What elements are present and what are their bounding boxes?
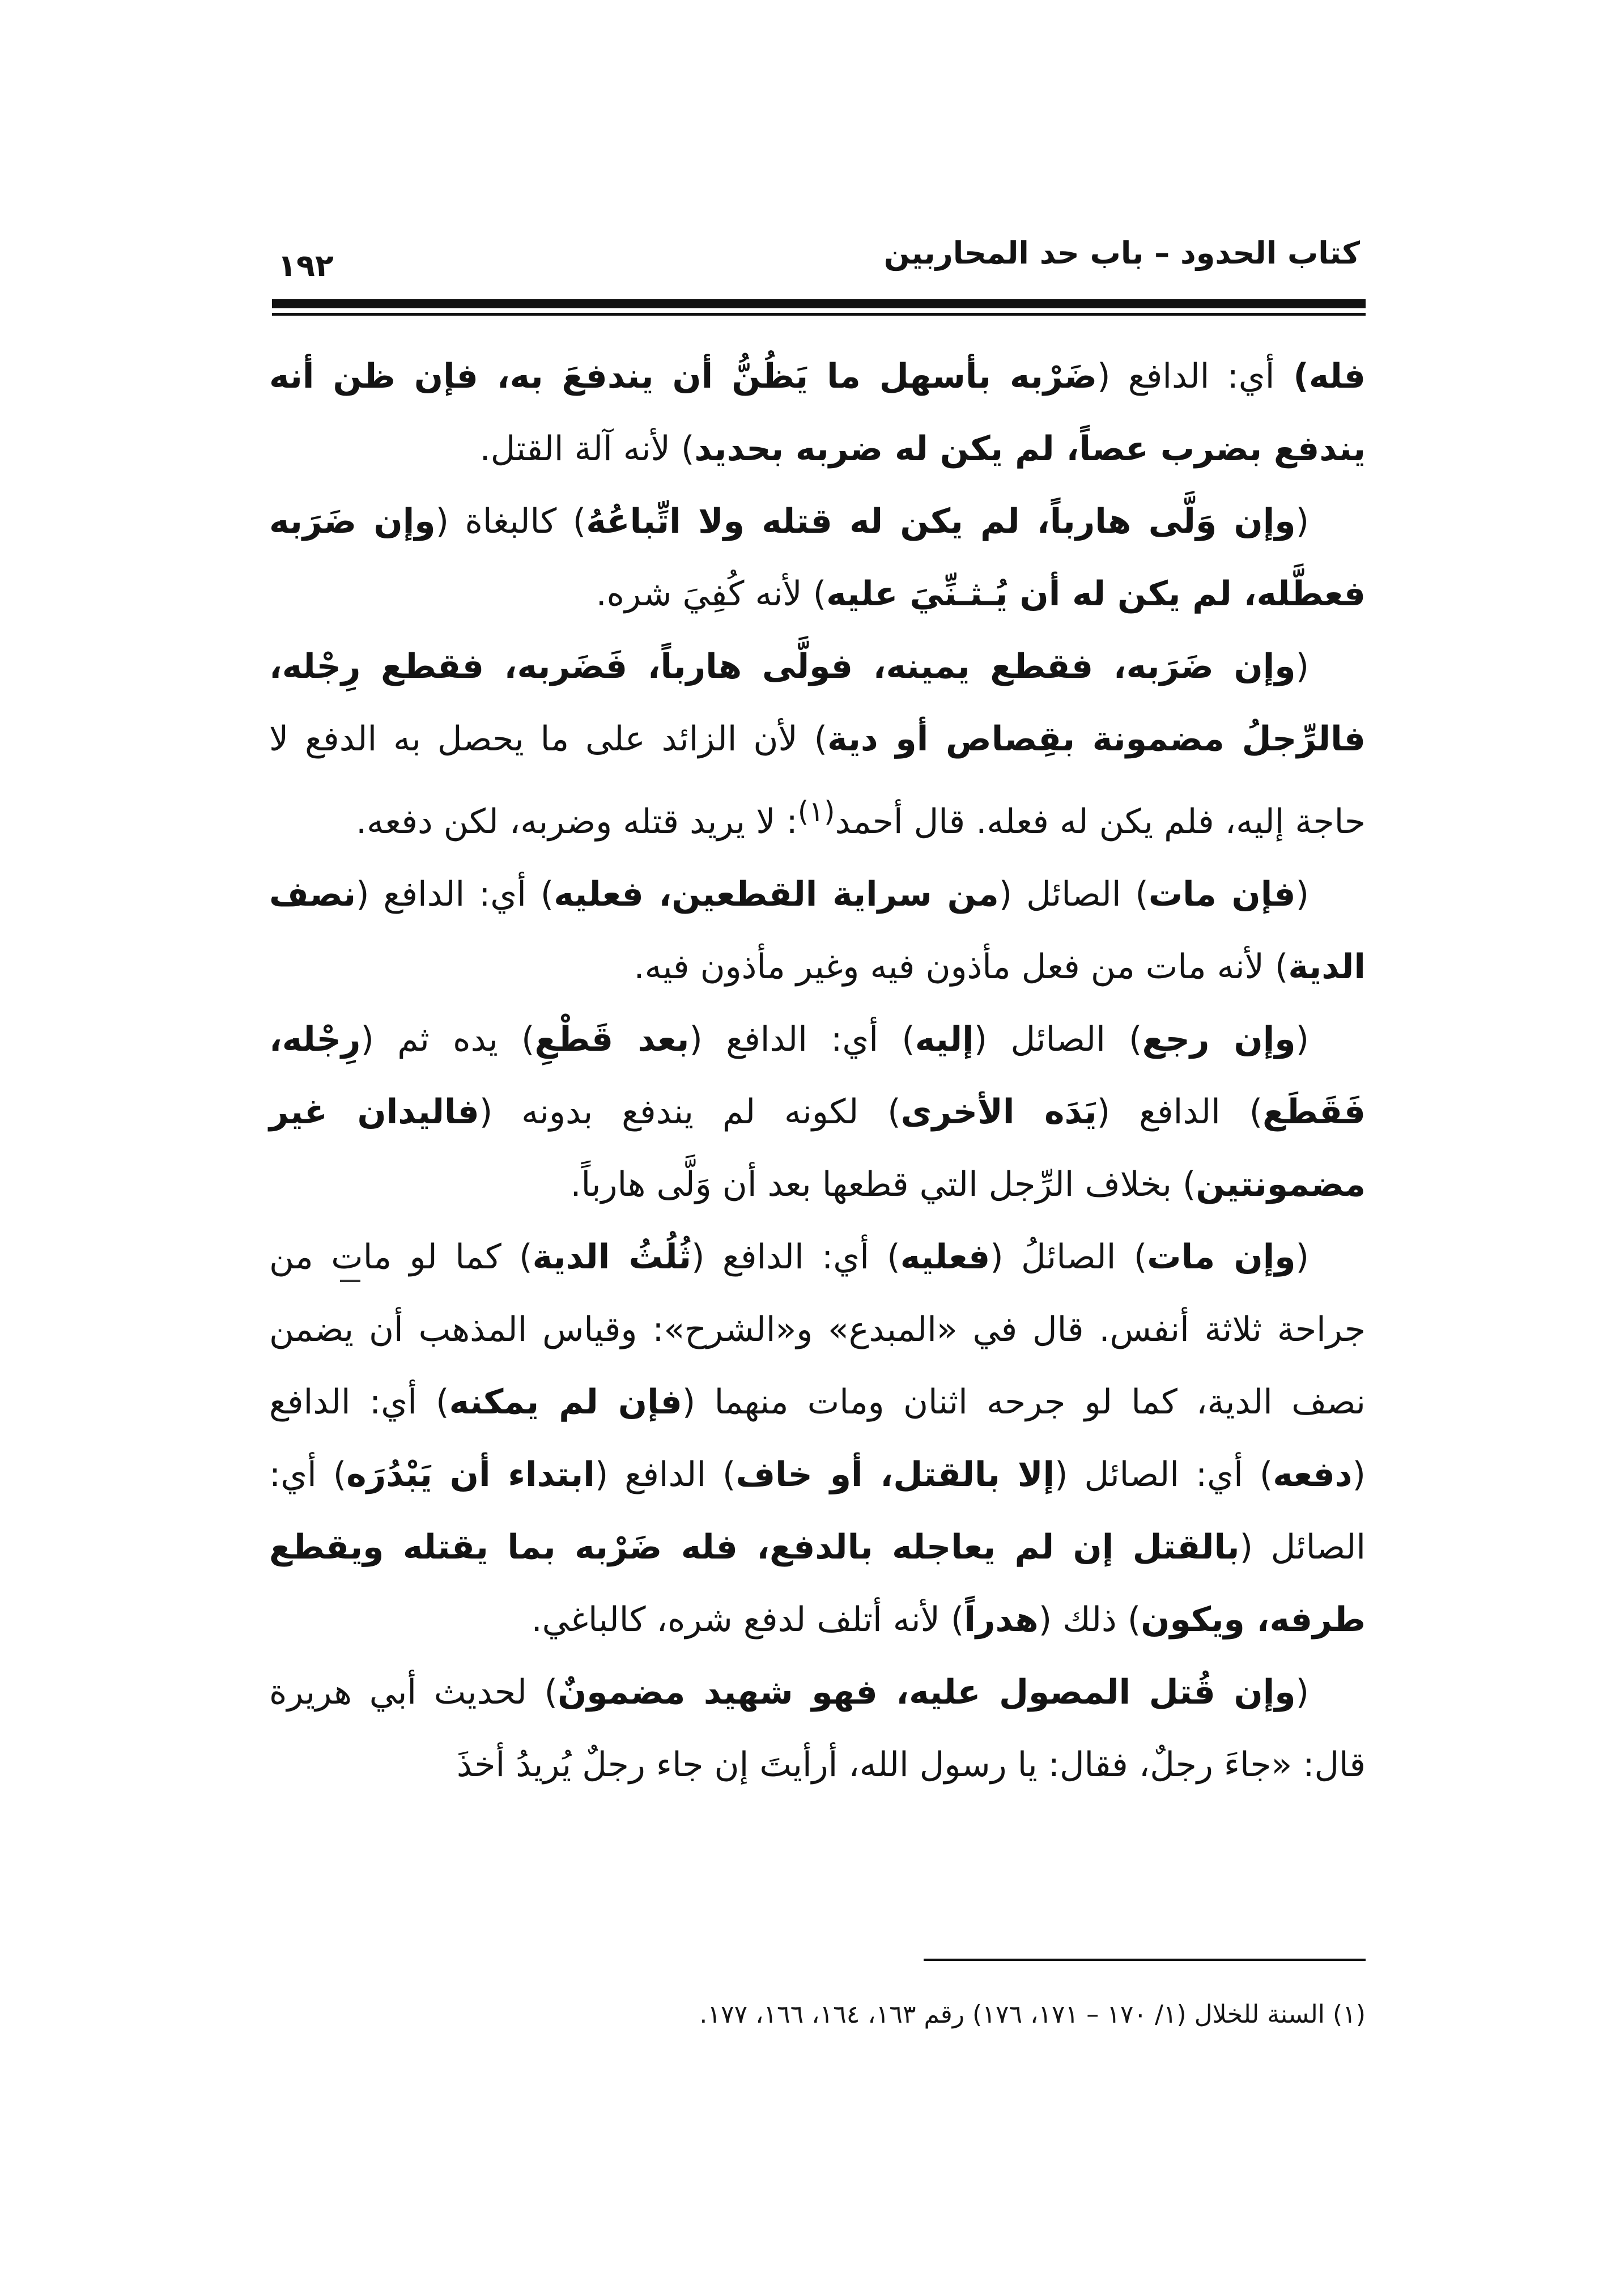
matn-text: وإن قُتل المصول عليه، فهو شهيد مضمونٌ [558,1672,1296,1712]
sharh-text: ) أي: الدافع ( [356,874,554,914]
footnote-marker: (١) [797,795,835,828]
paragraph-1 [269,340,1366,485]
sharh-text: ) أي: الدافع ( [689,1020,915,1059]
header-rule-thin [272,313,1366,316]
matn-text: وإن ضَرَبه، فقطع يمينه، فولَّى هارباً، فَضَربه، فقطع رِجْله، فالرِّجلُ مضمونة بقِصاص أو دية [269,647,1366,759]
paragraph-5 [269,1003,1366,1221]
matn-text: نصف الدية [269,874,1366,987]
sharh-text: ) يده ثم ( [360,1020,535,1059]
sharh-text: ( [1295,502,1310,541]
paragraph-4 [269,858,1366,1003]
paragraph-3 [269,630,1366,858]
matn-text: من سراية القطعين، فعليه [554,874,999,914]
scan-mark [340,1280,360,1282]
paragraph-7 [269,1656,1366,1801]
sharh-text: ) كالبغاة ( [435,502,586,541]
sharh-text: ( [1295,1020,1309,1059]
sharh-text: ( [1295,647,1309,686]
page-header [272,224,1366,309]
matn-text: فاليدان غير مضمونتين [269,1092,1366,1204]
sharh-text: ) لأن الزائد على ما يحصل به الدفع لا حاجة إليه، فلم يكن له فعله. قال أحمد [269,719,1366,842]
matn-text: إلا بالقتل، أو خاف [736,1455,1055,1494]
running-title: كتاب الحدود – باب حد المحاربين [883,235,1360,271]
sharh-text: ) أي: الدافع ( [691,1237,900,1277]
matn-text: وإن رجع [1142,1020,1296,1059]
main-text [269,340,1366,1801]
sharh-text: ) بخلاف الرِّجل التي قطعها بعد أن وَلَّى هارباً. [570,1165,1196,1204]
sharh-text: ) كما لو مات من جراحة ثلاثة أنفس. قال في «المبدع» و«الشرح»: وقياس المذهب أن يضمن نصف الدية، كما لو جرحه اثنان ومات منهما ( [269,1237,1366,1422]
matn-text: يَدَه الأخرى [900,1092,1097,1132]
sharh-text: ) الصائلُ ( [990,1237,1147,1277]
sharh-text: ) لأنه مات من فعل مأذون فيه وغير مأذون فيه. [634,947,1289,987]
matn-text: ضَرْبه بأسهل ما يَظُنُّ أن يندفعَ به، فإن ظن أنه يندفع بضرب عصاً، لم يكن له ضربه بحديد [269,356,1366,469]
sharh-text: ) الدافع ( [1096,1092,1263,1132]
matn-text: وإن وَلَّى هارباً، لم يكن له قتله ولا اتِّباعُهُ [586,502,1296,541]
sharh-text: ) لأنه أتلف لدفع شره، كالباغي. [531,1600,964,1640]
sharh-text: ) أي: الصائل ( [269,1455,1366,1567]
sharh-text: ) لأنه آلة القتل. [479,429,695,469]
matn-text: إليه [915,1020,974,1059]
sharh-text: ) أي: الصائل ( [1055,1455,1273,1494]
sharh-text: ) ذلك ( [1038,1600,1141,1640]
page-number: ١٩٢ [278,248,334,283]
matn-text: فعليه [900,1237,990,1277]
sharh-text: ( [1295,874,1309,914]
matn-text: فإن لم يمكنه [449,1382,682,1422]
sharh-text: ) لأنه كُفِيَ شره. [596,574,827,614]
sharh-text: ) الدافع ( [594,1455,736,1494]
paragraph-2 [269,485,1366,630]
sharh-text: ) لحديث أبي هريرة قال: «جاءَ رجلٌ، فقال: يا رسول الله، أرأيتَ إن جاء رجلٌ يُريدُ أخذَ [269,1672,1366,1785]
matn-text: ابتداء أن يَبْدُرَه [346,1455,595,1494]
matn-text: هدراً [964,1600,1039,1640]
matn-text: وإن مات [1147,1237,1296,1277]
sharh-text: ) الصائل ( [998,874,1149,914]
matn-text: بعد قَطْعِ [534,1020,690,1059]
sharh-text: : لا يريد قتله وضربه، لكن دفعه. [356,802,798,842]
footnote-separator [924,1959,1366,1961]
matn-text: بالقتل إن لم يعاجله بالدفع، فله ضَرْبه بما يقتله ويقطع طرفه، ويكون [269,1527,1366,1640]
matn-text: دفعه [1273,1455,1353,1494]
header-rule-thick [272,299,1366,308]
sharh-text: ) لكونه لم يندفع بدونه ( [479,1092,901,1132]
footnote-1: (١) السنة للخلال (١/ ١٧٠ – ١٧١، ١٧٦) رقم ١٦٣، ١٦٤، ١٦٦، ١٧٧. [699,2000,1366,2029]
sharh-text: ( [1295,1237,1309,1277]
sharh-text: ) أي: الدافع ( [269,1382,1366,1494]
paragraph-6 [269,1221,1366,1656]
sharh-text: أي: الدافع ( [1097,356,1275,396]
matn-text: فإن مات [1148,874,1296,914]
matn-text: ثُلُثُ الدية [532,1237,692,1277]
matn-text: رِجْله، فَقَطَع [269,1020,1366,1132]
sharh-text: ) الصائل ( [973,1020,1142,1059]
sharh-text: ( [1295,1672,1309,1712]
matn-text: فله) [1274,356,1366,396]
matn-text: وإن ضَرَبه فعطَّله، لم يكن له أن يُـثـنِّيَ عليه [269,502,1366,614]
